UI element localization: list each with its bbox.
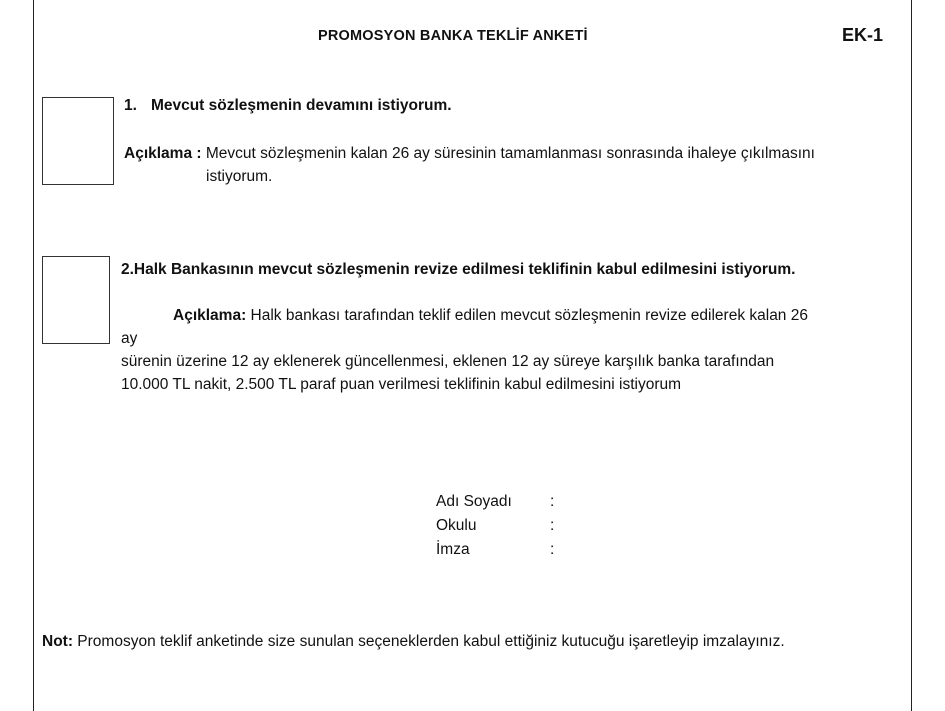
sign-separator: : [550,541,555,558]
option2-desc-line3: sürenin üzerine 12 ay eklenerek güncellenmesi, eklenen 12 ay süreye karşılık banka tarafından [121,353,775,370]
option1-heading-text: Mevcut sözleşmenin devamını istiyorum. [150,97,452,114]
name-separator: : [550,493,555,510]
signature-name-row [436,493,554,511]
option1-number: 1. [124,97,137,114]
option1-heading [124,97,452,115]
option1-desc-label: Açıklama : [124,145,202,162]
sign-label: İmza [436,541,470,558]
option1-desc-line1: Mevcut sözleşmenin kalan 26 ay süresinin tamamlanması sonrasında ihaleye çıkılmasını [205,145,815,162]
option2-desc-label: Açıklama: [173,307,247,324]
note-text: Promosyon teklif anketinde size sunulan seçeneklerden kabul ettiğiniz kutucuğu işaretleyip imzalayınız. [73,633,785,650]
document-title: PROMOSYON BANKA TEKLİF ANKETİ [318,28,588,44]
right-border-line [911,0,912,711]
note-label: Not: [42,633,73,650]
school-separator: : [550,517,555,534]
option1-desc-line2: istiyorum. [206,168,273,185]
option1-checkbox[interactable] [42,97,114,185]
option2-desc-first [173,307,808,325]
option2-desc-line4: 10.000 TL nakit, 2.500 TL paraf puan verilmesi teklifinin kabul edilmesini istiyorum [121,376,682,393]
school-label: Okulu [436,517,477,534]
signature-school-row [436,517,554,535]
option1-description [124,145,815,163]
option2-desc-line1: Halk bankası tarafından teklif edilen mevcut sözleşmenin revize edilerek kalan 26 [250,307,808,324]
left-border-line [33,0,34,711]
option2-desc-line2: ay [121,330,138,347]
option2-checkbox[interactable] [42,256,110,344]
signature-sign-row [436,541,554,559]
name-label: Adı Soyadı [436,493,512,510]
footer-note [42,633,785,651]
document-code: EK-1 [842,25,884,45]
option2-heading: 2.Halk Bankasının mevcut sözleşmenin revize edilmesi teklifinin kabul edilmesini istiyorum. [121,261,796,278]
